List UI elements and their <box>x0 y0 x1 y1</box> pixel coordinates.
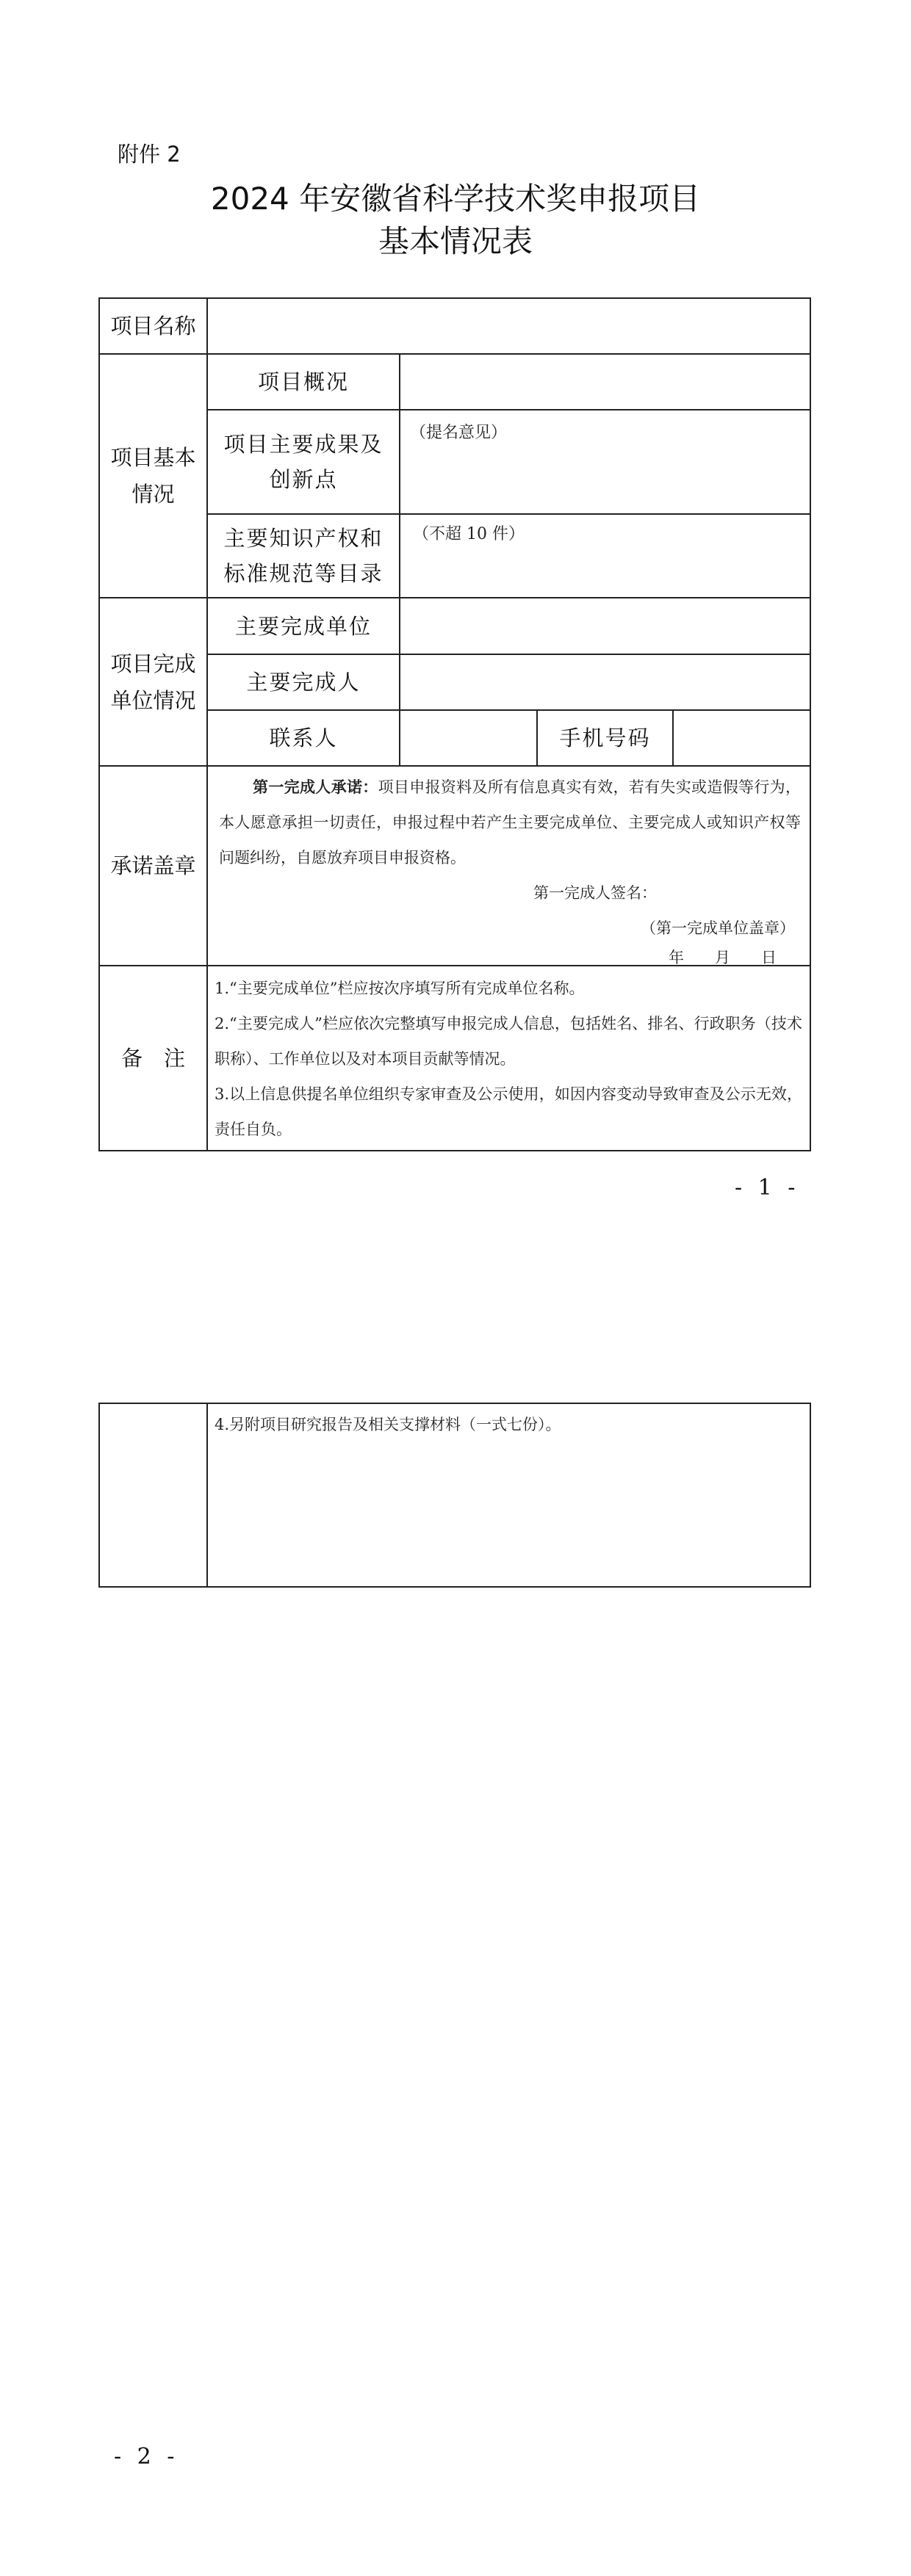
table-divider <box>672 709 674 765</box>
remark-item-2: 2.“主要完成人”栏应依次完整填写申报完成人信息，包括姓名、排名、行政职务（技术职称）、工作单位以及对本项目贡献等情况。 <box>215 1015 802 1068</box>
table-divider <box>98 353 811 355</box>
commitment-lead: 第一完成人承诺： <box>253 778 378 796</box>
page-number-2: - 2 - <box>114 2444 179 2470</box>
basic-info-label <box>110 355 196 597</box>
achievements-label <box>219 410 388 513</box>
remarks-label: 备 注 <box>120 1046 185 1071</box>
table-border-right <box>810 297 811 1151</box>
table-border-right <box>810 1403 811 1588</box>
page-number-1: - 1 - <box>735 1175 800 1201</box>
ip-catalog-text: 主要知识产权和标准规范等目录 <box>223 526 384 586</box>
table-border-top <box>98 1403 811 1404</box>
table-divider <box>399 353 400 765</box>
ip-catalog-label <box>219 515 388 597</box>
ip-note: （不超 10 件） <box>413 525 525 543</box>
main-unit-label: 主要完成单位 <box>234 613 372 639</box>
remarks-list <box>215 971 802 1147</box>
table-border-bottom <box>98 1586 811 1588</box>
remark-item-4: 4.另附项目研究报告及相关支撑材料（一式七份）。 <box>215 1416 561 1433</box>
units-info-label <box>110 598 196 765</box>
table-border-left <box>98 1403 100 1588</box>
phone-label: 手机号码 <box>559 726 651 750</box>
signature-label: 第一完成人签名： <box>533 884 657 902</box>
table-divider <box>98 597 811 598</box>
contact-label: 联系人 <box>269 726 338 750</box>
units-info-text: 项目完成单位情况 <box>110 651 196 713</box>
commitment-text-block <box>219 770 801 875</box>
table-divider <box>206 1403 208 1588</box>
remark-item-3: 3.以上信息供提名单位组织专家审查及公示使用，如因内容变动导致审查及公示无效，责任自负。 <box>215 1085 802 1138</box>
page-title: 2024 年安徽省科学技术奖申报项目 <box>210 181 701 217</box>
commitment-body: 项目申报资料及所有信息真实有效，若有失实或造假等行为，本人愿意承担一切责任，申报过程中若产生主要完成单位、主要完成人或知识产权等问题纠纷，自愿放弃项目申报资格。 <box>219 778 802 866</box>
page-subtitle: 基本情况表 <box>378 223 533 259</box>
table-border-bottom <box>98 1150 811 1151</box>
main-person-label: 主要完成人 <box>246 670 361 695</box>
attachment-label: 附件 2 <box>118 142 181 167</box>
unit-seal-label: （第一完成单位盖章） <box>641 919 795 937</box>
overview-label: 项目概况 <box>257 369 349 394</box>
achievements-text: 项目主要成果及创新点 <box>223 432 384 492</box>
remark-item-1: 1.“主要完成单位”栏应按次序填写所有完成单位名称。 <box>215 980 585 997</box>
achievements-note: （提名意见） <box>410 424 508 442</box>
basic-info-text: 项目基本情况 <box>110 445 196 507</box>
date-label: 年 月 日 <box>669 949 777 966</box>
project-name-label: 项目名称 <box>110 314 196 339</box>
commitment-label: 承诺盖章 <box>110 853 196 878</box>
